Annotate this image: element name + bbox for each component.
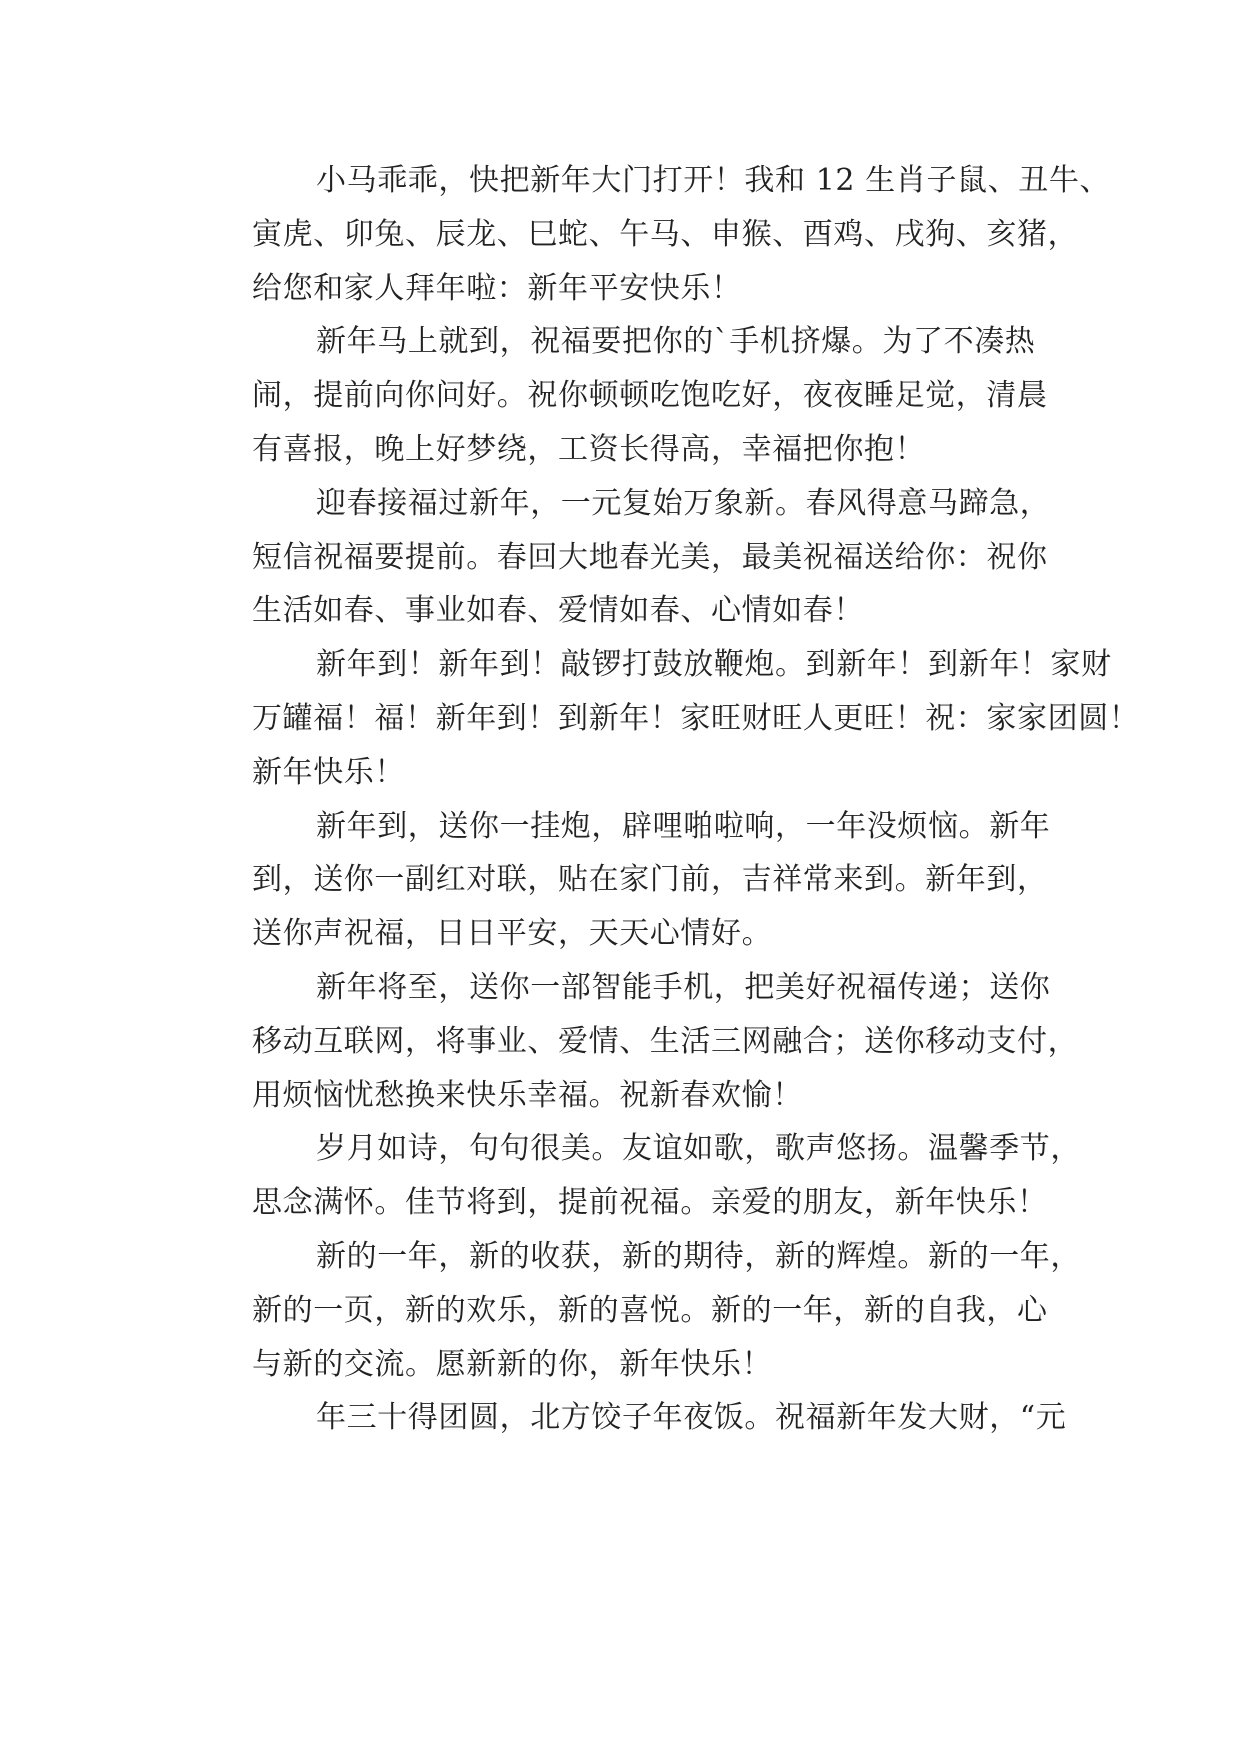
paragraph-2: [188, 315, 1068, 476]
paragraph-8: [188, 1230, 1081, 1391]
text-line: 小马乖乖，快把新年大门打开！我和 12 生肖子鼠、丑牛、: [316, 163, 1111, 198]
text-line: 与新的交流。愿新新的你，新年快乐！: [252, 1346, 773, 1382]
paragraph-5: [188, 800, 1068, 961]
text-line: 有喜报，晚上好梦绕，工资长得高，幸福把你抱！: [252, 431, 926, 467]
text-line: 寅虎、卯兔、辰龙、巳蛇、午马、申猴、酉鸡、戌狗、亥猪，: [252, 216, 1079, 252]
text-line: 新年到，送你一挂炮，辟哩啪啦响，一年没烦恼。新年: [316, 808, 1051, 844]
paragraph-1: [188, 154, 1111, 315]
text-line: 送你声祝福，日日平安，天天心情好。: [252, 916, 773, 952]
text-line: 给您和家人拜年啦：新年平安快乐！: [252, 270, 742, 306]
text-line: 新年将至，送你一部智能手机，把美好祝福传递；送你: [316, 969, 1051, 1005]
text-line: 迎春接福过新年，一元复始万象新。春风得意马蹄急，: [316, 485, 1051, 521]
text-line: 用烦恼忧愁换来快乐幸福。祝新春欢愉！: [252, 1077, 803, 1113]
text-line: 新年快乐！: [252, 754, 405, 790]
paragraph-3: [188, 477, 1068, 638]
text-line: 新的一页，新的欢乐，新的喜悦。新的一年，新的自我，心: [252, 1292, 1048, 1328]
paragraph-9: [188, 1391, 1068, 1445]
document-body: [188, 154, 1140, 1445]
text-line: 思念满怀。佳节将到，提前祝福。亲爱的朋友，新年快乐！: [252, 1185, 1048, 1221]
text-line: 新的一年，新的收获，新的期待，新的辉煌。新的一年，: [316, 1238, 1081, 1274]
paragraph-7: [188, 1122, 1081, 1230]
text-line: 岁月如诗，句句很美。友谊如歌，歌声悠扬。温馨季节，: [316, 1131, 1081, 1167]
text-line: 短信祝福要提前。春回大地春光美，最美祝福送给你：祝你: [252, 539, 1048, 575]
text-line: 新年到！新年到！敲锣打鼓放鞭炮。到新年！到新年！家财: [316, 647, 1112, 683]
text-line: 生活如春、事业如春、爱情如春、心情如春！: [252, 593, 864, 629]
paragraph-4: [188, 638, 1140, 799]
text-line: 新年马上就到，祝福要把你的`手机挤爆。为了不凑热: [316, 324, 1036, 360]
text-line: 万罐福！福！新年到！到新年！家旺财旺人更旺！祝：家家团圆！: [252, 700, 1140, 736]
text-line: 到，送你一副红对联，贴在家门前，吉祥常来到。新年到，: [252, 862, 1048, 898]
text-line: 移动互联网，将事业、爱情、生活三网融合；送你移动支付，: [252, 1023, 1079, 1059]
text-line: 年三十得团圆，北方饺子年夜饭。祝福新年发大财，“元: [316, 1400, 1067, 1436]
paragraph-6: [188, 961, 1079, 1122]
text-line: 闹，提前向你问好。祝你顿顿吃饱吃好，夜夜睡足觉，清晨: [252, 378, 1048, 414]
